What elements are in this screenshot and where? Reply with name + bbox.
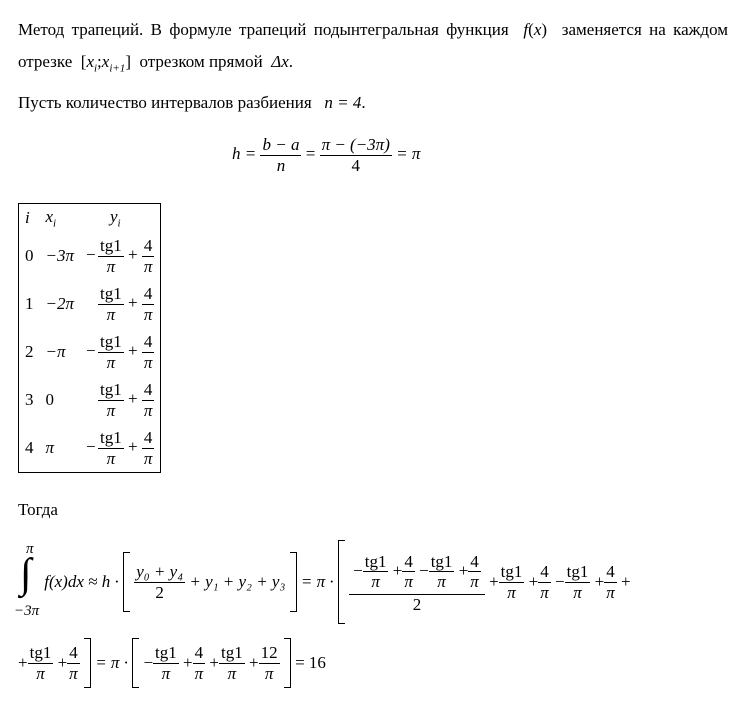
values-table bbox=[18, 203, 161, 473]
header-x: $x_i$ bbox=[45, 206, 57, 230]
table-header-row bbox=[19, 204, 161, 233]
result: = 16 bbox=[295, 653, 326, 672]
table-row: 4 π − $\frac{tg1}{\pi}$ + $\frac{4}{\pi}$ bbox=[25, 427, 153, 468]
segment-notation: $[x_i;x_{i+1}]$ bbox=[80, 52, 131, 75]
intervals-paragraph: Пусть количество интервалов разбиения n = 4. bbox=[18, 93, 366, 112]
table-row: 2 −π − $\frac{tg1}{\pi}$ + $\frac{4}{\pi}$ bbox=[25, 331, 153, 372]
paren-close: ) bbox=[541, 20, 548, 39]
big-fraction: − $\frac{tg1}{\pi}$ + $\frac{4}{\pi}$ − $\frac{tg1}{\pi}$ + $\frac{4}{\pi}$ 2 bbox=[349, 550, 485, 615]
intro-paragraph: Метод трапеций. В формуле трапеций подынтегральная функция f(x) заменяется на каждом отрезке $[x_i;x_{i+1}]$ отрезком прямой Δx. bbox=[18, 20, 729, 75]
intro-text-4: отрезком прямой bbox=[139, 52, 263, 71]
header-y: $y_i$ bbox=[110, 206, 121, 230]
step-formula: h = $\frac{b - a}{n}$ = $\frac{\pi - (-3\pi)}{4}$ = π bbox=[232, 135, 421, 175]
integral-line: π ∫ −3π f(x)dx ≈ h · $\frac{\text{y₀ + y₄}}{2}$ + y₁ + y₂ + y₃ = π · − $\frac{tg1}{\pi}$ + $\frac{4}{\pi}$ − $\frac{tg1}{\pi}$ + $\frac{4}{\pi}$ 2 + $\frac{tg1}{\pi}$ + $\frac{4}{\pi}$ − $\frac{tg1}{\pi}$ + $\frac{4}{\pi}$ + bbox=[14, 540, 631, 628]
header-i: i bbox=[25, 208, 30, 227]
then-label: Тогда bbox=[18, 500, 58, 519]
step-fraction-2: $\frac{\pi - (-3\pi)}{4}$ bbox=[321, 135, 390, 175]
final-line: + $\frac{tg1}{\pi}$ + $\frac{4}{\pi}$ = π · − $\frac{tg1}{\pi}$ + $\frac{4}{\pi}$ + $\frac{tg1}{\pi}$ + $\frac{12}{\pi}$ = 16 bbox=[18, 638, 326, 688]
table-row: 3 0 $\frac{tg1}{\pi}$ + $\frac{4}{\pi}$ bbox=[25, 379, 153, 420]
intro-text-1: Метод трапеций. В формуле трапеций подынтегральная функция bbox=[18, 20, 509, 39]
delta-x: Δx bbox=[271, 52, 289, 71]
intro-text-2: заменяется bbox=[561, 20, 642, 39]
intro-text-3: на каждом отрезке bbox=[18, 20, 729, 71]
paren-open: ( bbox=[528, 20, 534, 39]
function-arg: x bbox=[533, 20, 542, 39]
table-row: 1 −2π $\frac{tg1}{\pi}$ + $\frac{4}{\pi}$ bbox=[25, 283, 153, 324]
step-fraction-1: $\frac{b - a}{n}$ bbox=[262, 135, 300, 175]
function-f: f bbox=[523, 20, 529, 39]
intervals-text: Пусть количество интервалов разбиения bbox=[18, 93, 312, 112]
n-equals: n = 4 bbox=[324, 93, 362, 112]
table-row: 0 −3π − $\frac{tg1}{\pi}$ + $\frac{4}{\pi}$ bbox=[25, 235, 153, 276]
integral-sign: π ∫ −3π bbox=[14, 541, 40, 619]
